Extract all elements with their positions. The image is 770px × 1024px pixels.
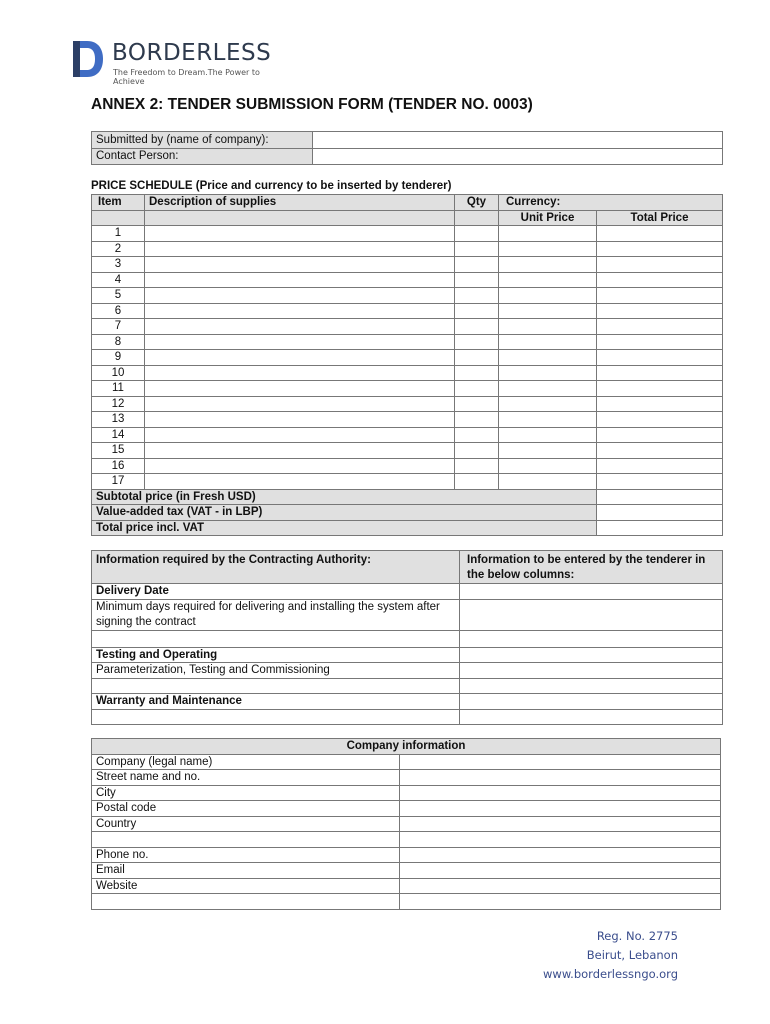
- item-number: 2: [92, 241, 145, 257]
- company-legal-name-label: Company (legal name): [92, 754, 400, 770]
- item-number: 8: [92, 334, 145, 350]
- company-website-field[interactable]: [400, 878, 721, 894]
- info-right-header: Information to be entered by the tenderer in the below columns:: [460, 551, 723, 584]
- item-description-field[interactable]: [145, 303, 455, 319]
- item-number: 16: [92, 458, 145, 474]
- item-row: [92, 334, 723, 350]
- col-unit-price-header: Unit Price: [499, 210, 597, 226]
- item-total-price-field[interactable]: [597, 381, 723, 397]
- item-unit-price-field[interactable]: [499, 412, 597, 428]
- item-qty-field[interactable]: [455, 381, 499, 397]
- total-field[interactable]: [597, 520, 723, 536]
- item-row: [92, 226, 723, 242]
- company-email-field[interactable]: [400, 863, 721, 879]
- item-qty-field[interactable]: [455, 443, 499, 459]
- item-total-price-field[interactable]: [597, 365, 723, 381]
- item-unit-price-field[interactable]: [499, 257, 597, 273]
- item-unit-price-field[interactable]: [499, 427, 597, 443]
- company-blank-field[interactable]: [400, 894, 721, 910]
- item-number: 4: [92, 272, 145, 288]
- item-description-field[interactable]: [145, 412, 455, 428]
- company-email-label: Email: [92, 863, 400, 879]
- logo-wordmark: BORDERLESS: [112, 40, 272, 66]
- warranty-field[interactable]: [460, 709, 723, 725]
- logo-tagline: The Freedom to Dream.The Power to Achieve: [113, 68, 260, 86]
- info-spacer-row: [92, 709, 460, 725]
- item-total-price-field[interactable]: [597, 474, 723, 490]
- company-postal-field[interactable]: [400, 801, 721, 817]
- item-qty-field[interactable]: [455, 288, 499, 304]
- col-total-price-header: Total Price: [597, 210, 723, 226]
- item-row: [92, 396, 723, 412]
- delivery-days-field[interactable]: [460, 599, 723, 630]
- item-qty-field[interactable]: [455, 458, 499, 474]
- item-qty-field[interactable]: [455, 396, 499, 412]
- vat-label: Value-added tax (VAT - in LBP): [92, 505, 597, 521]
- item-qty-field[interactable]: [455, 303, 499, 319]
- page-title: ANNEX 2: TENDER SUBMISSION FORM (TENDER NO. 0003): [91, 96, 533, 113]
- item-row: [92, 427, 723, 443]
- item-row: [92, 381, 723, 397]
- item-unit-price-field[interactable]: [499, 381, 597, 397]
- company-blank-row: [92, 832, 400, 848]
- item-number: 17: [92, 474, 145, 490]
- item-number: 6: [92, 303, 145, 319]
- item-unit-price-field[interactable]: [499, 396, 597, 412]
- info-spacer-row: [92, 630, 460, 647]
- item-number: 15: [92, 443, 145, 459]
- warranty-title: Warranty and Maintenance: [92, 694, 460, 710]
- item-description-field[interactable]: [145, 257, 455, 273]
- item-rows: [92, 226, 723, 490]
- item-description-field[interactable]: [145, 443, 455, 459]
- item-description-field[interactable]: [145, 396, 455, 412]
- item-unit-price-field[interactable]: [499, 241, 597, 257]
- item-unit-price-field[interactable]: [499, 350, 597, 366]
- company-legal-name-field[interactable]: [400, 754, 721, 770]
- info-spacer-field[interactable]: [460, 678, 723, 694]
- borderless-logo: [70, 38, 290, 86]
- company-website-label: Website: [92, 878, 400, 894]
- item-row: [92, 443, 723, 459]
- item-number: 12: [92, 396, 145, 412]
- item-qty-field[interactable]: [455, 226, 499, 242]
- vat-field[interactable]: [597, 505, 723, 521]
- item-qty-field[interactable]: [455, 319, 499, 335]
- item-number: 9: [92, 350, 145, 366]
- footer: [543, 927, 678, 984]
- item-row: [92, 365, 723, 381]
- item-row: [92, 412, 723, 428]
- company-blank-field[interactable]: [400, 832, 721, 848]
- company-phone-field[interactable]: [400, 847, 721, 863]
- delivery-title-field[interactable]: [460, 584, 723, 600]
- info-spacer-field[interactable]: [460, 630, 723, 647]
- company-city-field[interactable]: [400, 785, 721, 801]
- item-description-field[interactable]: [145, 272, 455, 288]
- item-number: 5: [92, 288, 145, 304]
- item-total-price-field[interactable]: [597, 303, 723, 319]
- item-qty-field[interactable]: [455, 272, 499, 288]
- submitted-by-field[interactable]: [313, 132, 723, 149]
- item-unit-price-field[interactable]: [499, 226, 597, 242]
- item-total-price-field[interactable]: [597, 257, 723, 273]
- item-total-price-field[interactable]: [597, 412, 723, 428]
- item-unit-price-field[interactable]: [499, 458, 597, 474]
- item-total-price-field[interactable]: [597, 288, 723, 304]
- info-spacer-row: [92, 678, 460, 694]
- item-description-field[interactable]: [145, 288, 455, 304]
- company-country-field[interactable]: [400, 816, 721, 832]
- company-blank-row: [92, 894, 400, 910]
- item-description-field[interactable]: [145, 458, 455, 474]
- item-row: [92, 241, 723, 257]
- item-number: 3: [92, 257, 145, 273]
- item-qty-field[interactable]: [455, 412, 499, 428]
- col-item-header: Item: [92, 195, 145, 211]
- item-number: 13: [92, 412, 145, 428]
- item-unit-price-field[interactable]: [499, 474, 597, 490]
- item-qty-field[interactable]: [455, 474, 499, 490]
- testing-title: Testing and Operating: [92, 647, 460, 663]
- item-row: [92, 257, 723, 273]
- item-row: [92, 288, 723, 304]
- company-postal-label: Postal code: [92, 801, 400, 817]
- item-unit-price-field[interactable]: [499, 303, 597, 319]
- item-qty-field[interactable]: [455, 241, 499, 257]
- item-total-price-field[interactable]: [597, 396, 723, 412]
- item-total-price-field[interactable]: [597, 241, 723, 257]
- info-table: [91, 550, 723, 725]
- item-total-price-field[interactable]: [597, 226, 723, 242]
- footer-reg-no: Reg. No. 2775: [596, 929, 678, 943]
- header-spacer: [145, 210, 455, 226]
- item-number: 10: [92, 365, 145, 381]
- company-phone-label: Phone no.: [92, 847, 400, 863]
- item-total-price-field[interactable]: [597, 427, 723, 443]
- col-currency-header: Currency:: [499, 195, 723, 211]
- company-info-table: [91, 738, 721, 910]
- company-street-label: Street name and no.: [92, 770, 400, 786]
- submission-table: [91, 131, 723, 165]
- item-qty-field[interactable]: [455, 334, 499, 350]
- info-left-header: Information required by the Contracting Authority:: [92, 551, 460, 584]
- item-total-price-field[interactable]: [597, 272, 723, 288]
- item-number: 11: [92, 381, 145, 397]
- company-city-label: City: [92, 785, 400, 801]
- footer-location: Beirut, Lebanon: [586, 948, 678, 962]
- testing-title-field[interactable]: [460, 647, 723, 663]
- price-schedule-table: [91, 194, 723, 536]
- item-number: 7: [92, 319, 145, 335]
- company-info-header: Company information: [92, 739, 721, 755]
- item-row: [92, 458, 723, 474]
- delivery-title: Delivery Date: [92, 584, 460, 600]
- item-row: [92, 350, 723, 366]
- item-qty-field[interactable]: [455, 257, 499, 273]
- item-description-field[interactable]: [145, 474, 455, 490]
- header-spacer: [92, 210, 145, 226]
- item-description-field[interactable]: [145, 241, 455, 257]
- item-unit-price-field[interactable]: [499, 319, 597, 335]
- item-total-price-field[interactable]: [597, 458, 723, 474]
- item-unit-price-field[interactable]: [499, 334, 597, 350]
- item-description-field[interactable]: [145, 350, 455, 366]
- warranty-title-field[interactable]: [460, 694, 723, 710]
- header-spacer: [455, 210, 499, 226]
- contact-person-label: Contact Person:: [92, 148, 313, 165]
- item-number: 1: [92, 226, 145, 242]
- item-description-field[interactable]: [145, 365, 455, 381]
- item-unit-price-field[interactable]: [499, 443, 597, 459]
- item-description-field[interactable]: [145, 381, 455, 397]
- delivery-text: Minimum days required for delivering and installing the system after signing the contract: [92, 599, 460, 630]
- total-label: Total price incl. VAT: [92, 520, 597, 536]
- item-unit-price-field[interactable]: [499, 365, 597, 381]
- item-description-field[interactable]: [145, 319, 455, 335]
- item-row: [92, 474, 723, 490]
- testing-field[interactable]: [460, 663, 723, 679]
- col-qty-header: Qty: [455, 195, 499, 211]
- company-street-field[interactable]: [400, 770, 721, 786]
- item-description-field[interactable]: [145, 226, 455, 242]
- item-qty-field[interactable]: [455, 427, 499, 443]
- contact-person-field[interactable]: [313, 148, 723, 165]
- item-unit-price-field[interactable]: [499, 288, 597, 304]
- item-total-price-field[interactable]: [597, 350, 723, 366]
- item-description-field[interactable]: [145, 427, 455, 443]
- logo-mark-icon: [70, 38, 106, 80]
- price-schedule-heading: PRICE SCHEDULE (Price and currency to be inserted by tenderer): [91, 180, 452, 192]
- item-row: [92, 303, 723, 319]
- item-description-field[interactable]: [145, 334, 455, 350]
- item-qty-field[interactable]: [455, 350, 499, 366]
- item-number: 14: [92, 427, 145, 443]
- col-description-header: Description of supplies: [145, 195, 455, 211]
- subtotal-field[interactable]: [597, 489, 723, 505]
- item-total-price-field[interactable]: [597, 443, 723, 459]
- item-total-price-field[interactable]: [597, 334, 723, 350]
- item-qty-field[interactable]: [455, 365, 499, 381]
- submitted-by-label: Submitted by (name of company):: [92, 132, 313, 149]
- testing-text: Parameterization, Testing and Commissioning: [92, 663, 460, 679]
- company-country-label: Country: [92, 816, 400, 832]
- subtotal-label: Subtotal price (in Fresh USD): [92, 489, 597, 505]
- item-unit-price-field[interactable]: [499, 272, 597, 288]
- item-total-price-field[interactable]: [597, 319, 723, 335]
- item-row: [92, 319, 723, 335]
- footer-website-link[interactable]: www.borderlessngo.org: [543, 967, 678, 981]
- item-row: [92, 272, 723, 288]
